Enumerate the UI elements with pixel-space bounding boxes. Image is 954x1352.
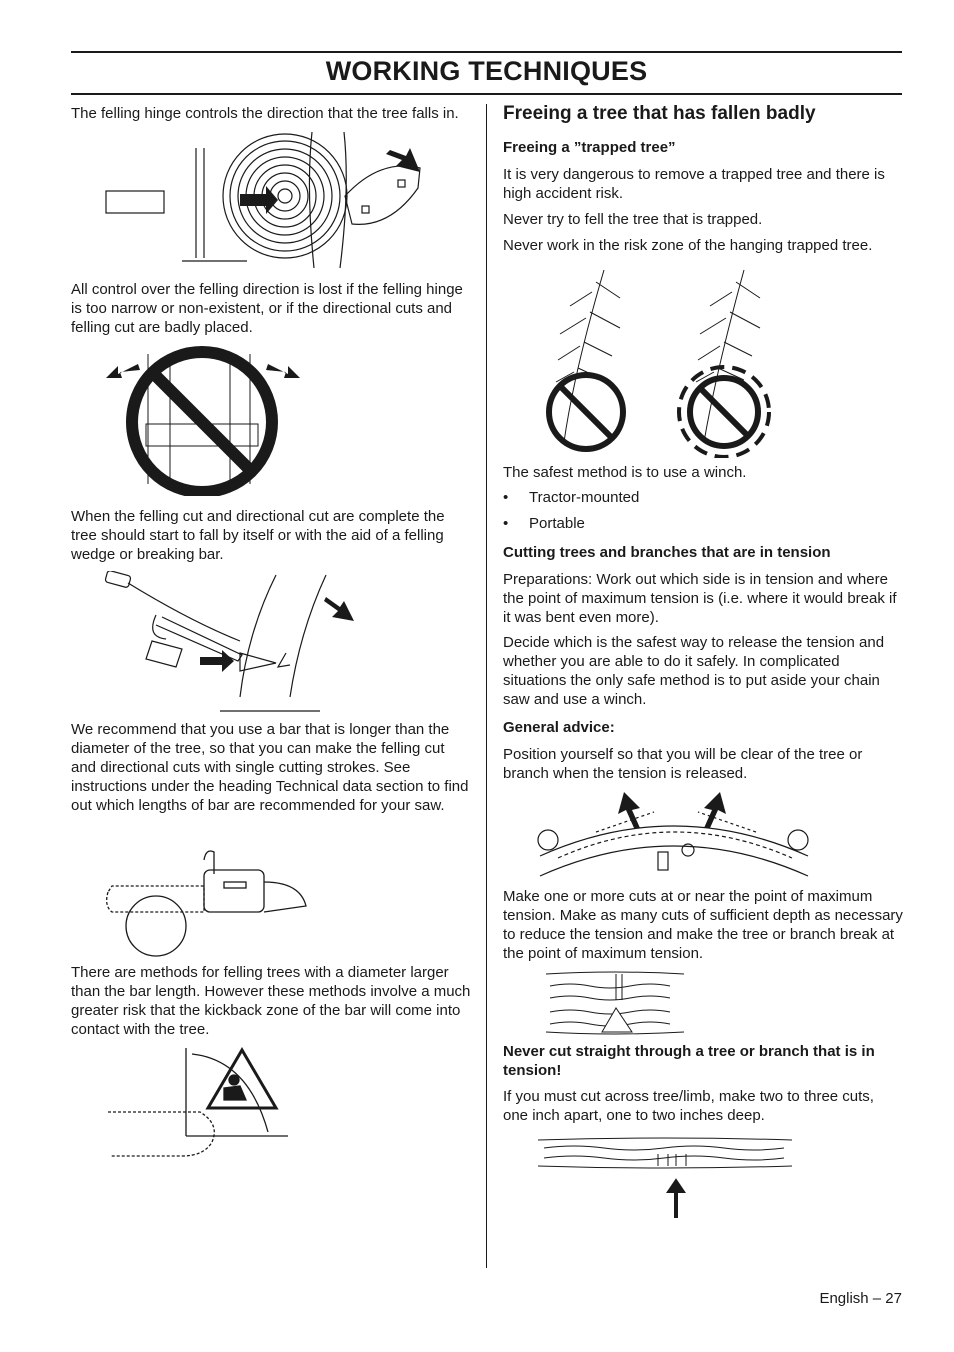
page-number: English – 27 — [819, 1290, 902, 1307]
felling-wedge-illustration — [100, 571, 360, 717]
control-paragraph: All control over the felling direction is lost if the felling hinge is too narrow or non-existent, or if the directional cuts and felling cut are badly placed. — [71, 281, 463, 336]
never-fell-paragraph: Never try to fell the tree that is trapped. — [503, 211, 763, 228]
risk-zone-paragraph: Never work in the risk zone of the hanging trapped tree. — [503, 237, 873, 254]
title-underline — [71, 93, 902, 95]
position-paragraph: Position yourself so that you will be clear of the tree or branch when the tension is released. — [503, 746, 863, 782]
bullet-mark: • — [503, 515, 509, 532]
felling-hinge-illustration — [100, 128, 430, 278]
page-title: WORKING TECHNIQUES — [325, 56, 648, 86]
cut-at-tension-illustration — [542, 968, 688, 1038]
subheading-trapped-tree: Freeing a ”trapped tree” — [503, 139, 676, 156]
bullet-portable: • Portable — [503, 515, 585, 532]
make-cuts-paragraph: Make one or more cuts at or near the point of maximum tension. Make as many cuts of sufficient depth as necessary to reduce the tension and make the tree or branch break at the point of maximum tension. — [503, 888, 903, 962]
decide-paragraph: Decide which is the safest way to release the tension and whether you are able to do it safely. In complicated situations the only safe method is to put aside your chain saw and use a winch. — [503, 634, 885, 708]
tension-branch-illustration — [536, 792, 812, 884]
winch-paragraph: The safest method is to use a winch. — [503, 464, 747, 481]
subheading-general-advice: General advice: — [503, 719, 615, 736]
wedge-paragraph: When the felling cut and directional cut are complete the tree should start to fall by itself or with the aid of a felling wedge or breaking bar. — [71, 508, 445, 563]
column-divider — [486, 104, 487, 1268]
chainsaw-bar-illustration — [100, 842, 310, 960]
trapped-tree-prohibited-icon — [534, 262, 784, 458]
trapped-danger-paragraph: It is very dangerous to remove a trapped tree and there is high accident risk. — [503, 166, 885, 202]
large-diameter-paragraph: There are methods for felling trees with a diameter larger than the bar length. However these methods involve a much greater risk that the kickback zone of the bar will come into contact with the tree. — [71, 964, 471, 1038]
up-arrow-icon — [666, 1178, 686, 1218]
preparations-paragraph: Preparations: Work out which side is in tension and where the point of maximum tension is (i.e. where it would break if it was bent even more). — [503, 571, 897, 626]
prohibited-felling-icon — [100, 344, 306, 496]
bullet-mark: • — [503, 489, 509, 506]
cross-cut-paragraph: If you must cut across tree/limb, make two to three cuts, one inch apart, one to two inches deep. — [503, 1088, 874, 1124]
cross-cuts-illustration — [534, 1134, 796, 1218]
warning-text: Never cut straight through a tree or branch that is in tension! — [503, 1043, 875, 1079]
bullet-tractor-mounted: • Tractor-mounted — [503, 489, 640, 506]
top-rule — [71, 51, 902, 53]
kickback-warning-icon — [100, 1046, 300, 1162]
bar-length-paragraph: We recommend that you use a bar that is longer than the diameter of the tree, so that you can make the felling cut and directional cuts with single cutting strokes. See instructions under the heading Technical data section to find out which lengths of bar are recommended for your saw. — [71, 721, 469, 814]
hinge-paragraph: The felling hinge controls the direction that the tree falls in. — [71, 105, 459, 122]
subheading-tension: Cutting trees and branches that are in tension — [503, 544, 831, 561]
section-heading: Freeing a tree that has fallen badly — [503, 103, 816, 124]
